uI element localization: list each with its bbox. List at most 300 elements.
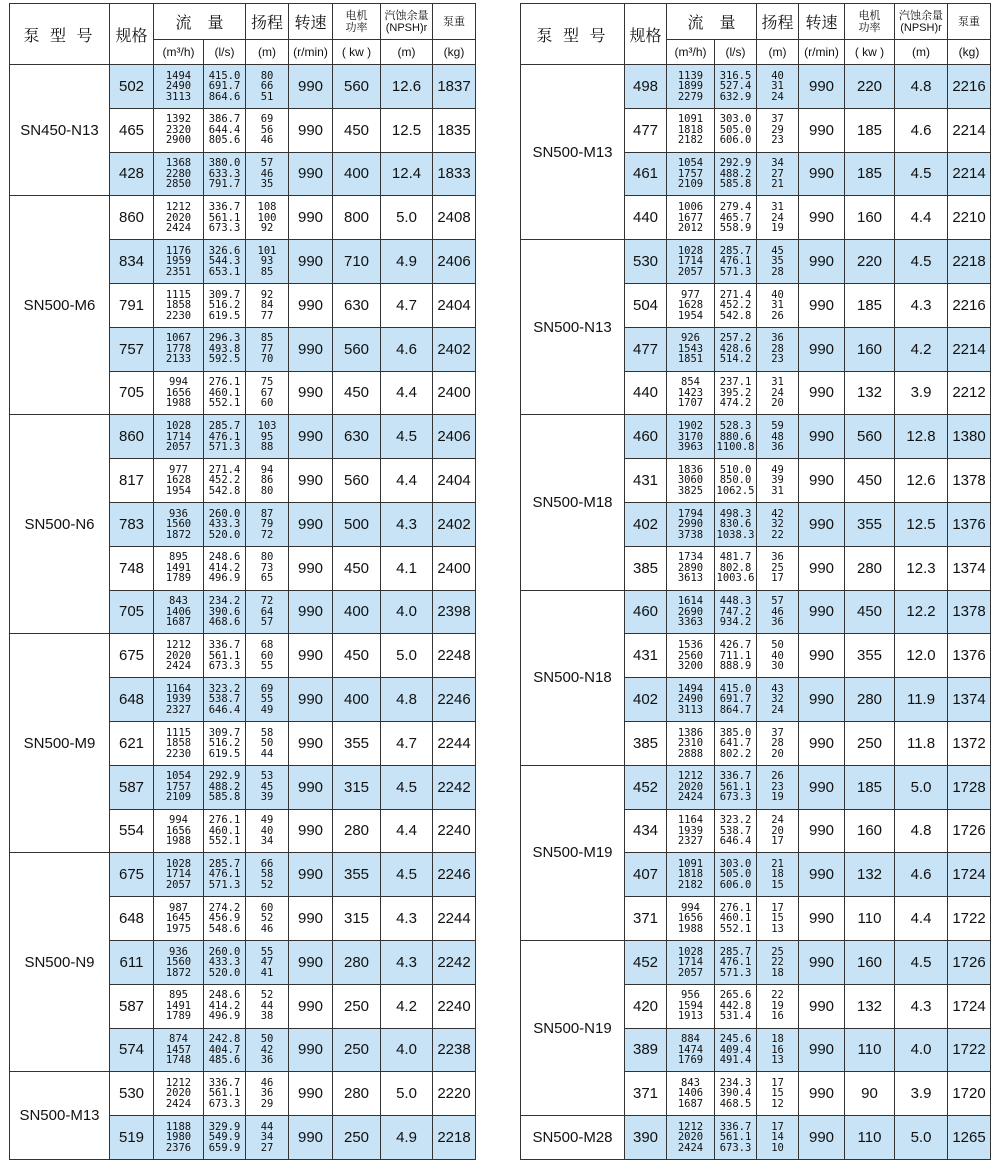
flow-m3h-value: 1872 xyxy=(165,528,192,541)
flow-m3h-value: 1386 xyxy=(677,726,704,739)
head-value: 46 xyxy=(260,922,274,935)
head-value: 10 xyxy=(771,1141,784,1154)
flow-ls-value: 303.0 xyxy=(719,113,752,126)
flow-m3h-value: 3613 xyxy=(677,572,704,585)
pump-spec-table-right xyxy=(520,3,991,1160)
weight-cell: 2400 xyxy=(433,546,476,590)
spec-cell: 465 xyxy=(110,108,154,152)
head-value: 77 xyxy=(260,342,274,355)
spec-cell: 860 xyxy=(110,415,154,459)
flow-m3h-value: 1902 xyxy=(677,420,704,433)
power-cell: 355 xyxy=(333,853,381,897)
flow-m3h-cell xyxy=(667,897,715,941)
flow-ls-cell xyxy=(204,678,246,722)
flow-ls-value: 1100.8 xyxy=(716,441,755,454)
head-cell xyxy=(246,853,289,897)
flow-m3h-value: 1913 xyxy=(677,1010,704,1023)
power-cell: 500 xyxy=(333,502,381,546)
flow-m3h-value: 1687 xyxy=(677,1097,704,1110)
flow-ls-value: 1038.3 xyxy=(716,528,755,541)
flow-m3h-value: 1794 xyxy=(677,507,704,520)
flow-m3h-value: 3963 xyxy=(677,441,704,454)
flow-m3h-cell xyxy=(667,371,715,415)
right-table-body xyxy=(521,65,991,1160)
head-value: 85 xyxy=(260,332,274,345)
header-speed: 转速 xyxy=(289,4,333,40)
flow-ls-value: 468.6 xyxy=(208,616,241,629)
spec-cell: 519 xyxy=(110,1116,154,1160)
head-value: 87 xyxy=(260,507,274,520)
head-value: 45 xyxy=(771,244,784,257)
weight-cell: 1376 xyxy=(948,502,991,546)
flow-m3h-value: 1858 xyxy=(165,737,192,750)
npsh-cell: 4.8 xyxy=(895,65,948,109)
head-value: 80 xyxy=(260,551,274,564)
flow-ls-value: 571.3 xyxy=(719,966,752,979)
head-value: 23 xyxy=(771,353,784,366)
speed-cell: 990 xyxy=(289,853,333,897)
speed-cell: 990 xyxy=(799,1028,845,1072)
spec-cell: 502 xyxy=(110,65,154,109)
flow-m3h-cell xyxy=(667,327,715,371)
spec-cell: 385 xyxy=(625,721,667,765)
table-row xyxy=(521,415,991,459)
head-cell xyxy=(246,940,289,984)
head-value: 26 xyxy=(771,309,784,322)
header-flow-unit-ls: (l/s) xyxy=(715,40,757,65)
flow-ls-value: 691.7 xyxy=(208,80,241,93)
pump-model-cell: SN500-M18 xyxy=(521,415,625,590)
head-value: 18 xyxy=(771,966,784,979)
head-value: 65 xyxy=(260,572,274,585)
flow-ls-value: 433.3 xyxy=(208,518,241,531)
head-value: 17 xyxy=(771,1076,784,1089)
head-cell xyxy=(757,590,799,634)
flow-m3h-value: 1628 xyxy=(165,474,192,487)
head-cell xyxy=(246,196,289,240)
npsh-cell: 4.0 xyxy=(895,1028,948,1072)
flow-m3h-value: 2109 xyxy=(165,791,192,804)
flow-m3h-value: 1939 xyxy=(677,824,704,837)
flow-m3h-value: 1818 xyxy=(677,123,704,136)
flow-m3h-value: 1543 xyxy=(677,342,704,355)
flow-ls-value: 485.6 xyxy=(208,1054,241,1067)
flow-m3h-value: 1858 xyxy=(165,299,192,312)
flow-ls-value: 493.8 xyxy=(208,342,241,355)
header-motor-power: 电机 功率 xyxy=(333,4,381,40)
head-cell xyxy=(757,327,799,371)
flow-m3h-value: 977 xyxy=(681,288,700,301)
flow-m3h-value: 3363 xyxy=(677,616,704,629)
spec-cell: 705 xyxy=(110,371,154,415)
spec-cell: 452 xyxy=(625,940,667,984)
flow-ls-value: 1062.5 xyxy=(716,484,755,497)
head-value: 100 xyxy=(257,211,277,224)
flow-ls-value: 498.3 xyxy=(719,507,752,520)
head-value: 44 xyxy=(260,999,274,1012)
flow-ls-value: 276.1 xyxy=(719,901,752,914)
flow-ls-value: 336.7 xyxy=(208,201,241,214)
head-value: 48 xyxy=(771,430,784,443)
weight-cell: 2216 xyxy=(948,65,991,109)
flow-ls-value: 496.9 xyxy=(208,572,241,585)
head-value: 52 xyxy=(260,912,274,925)
npsh-cell: 4.5 xyxy=(381,765,433,809)
flow-m3h-cell xyxy=(667,415,715,459)
speed-cell: 990 xyxy=(289,108,333,152)
flow-ls-value: 491.4 xyxy=(719,1054,752,1067)
flow-m3h-value: 2990 xyxy=(677,518,704,531)
pump-model-cell: SN500-N19 xyxy=(521,940,625,1115)
head-value: 24 xyxy=(771,211,784,224)
head-value: 42 xyxy=(260,1043,274,1056)
spec-cell: 371 xyxy=(625,1072,667,1116)
spec-cell: 621 xyxy=(110,721,154,765)
head-value: 36 xyxy=(771,616,784,629)
head-value: 39 xyxy=(260,791,274,804)
table-row xyxy=(521,590,991,634)
head-cell xyxy=(757,984,799,1028)
head-value: 17 xyxy=(771,1120,784,1133)
flow-ls-value: 285.7 xyxy=(208,857,241,870)
table-row xyxy=(521,765,991,809)
weight-cell: 2398 xyxy=(433,590,476,634)
flow-m3h-value: 1988 xyxy=(677,922,704,935)
flow-ls-value: 805.6 xyxy=(208,134,241,147)
head-cell xyxy=(757,415,799,459)
spec-cell: 440 xyxy=(625,196,667,240)
head-value: 13 xyxy=(771,922,784,935)
flow-m3h-value: 3113 xyxy=(677,703,704,716)
power-cell: 560 xyxy=(333,327,381,371)
flow-m3h-value: 1628 xyxy=(677,299,704,312)
flow-m3h-cell xyxy=(667,1028,715,1072)
power-cell: 220 xyxy=(845,65,895,109)
flow-m3h-value: 895 xyxy=(169,989,188,1002)
spec-cell: 385 xyxy=(625,546,667,590)
weight-cell: 2244 xyxy=(433,897,476,941)
flow-m3h-cell xyxy=(154,415,204,459)
flow-m3h-value: 2020 xyxy=(165,211,192,224)
npsh-cell: 4.3 xyxy=(381,940,433,984)
flow-ls-cell xyxy=(204,897,246,941)
head-cell xyxy=(246,1028,289,1072)
head-value: 59 xyxy=(771,420,784,433)
head-value: 46 xyxy=(260,1076,274,1089)
npsh-cell: 5.0 xyxy=(381,196,433,240)
head-value: 23 xyxy=(771,780,784,793)
head-value: 41 xyxy=(260,966,274,979)
head-value: 60 xyxy=(260,901,274,914)
head-value: 72 xyxy=(260,528,274,541)
head-value: 46 xyxy=(771,605,784,618)
head-value: 24 xyxy=(771,814,784,827)
flow-ls-value: 336.7 xyxy=(719,1120,752,1133)
head-value: 80 xyxy=(260,69,274,82)
head-value: 108 xyxy=(257,201,277,214)
flow-m3h-value: 1778 xyxy=(165,342,192,355)
flow-m3h-value: 1067 xyxy=(165,332,192,345)
head-value: 17 xyxy=(771,572,784,585)
head-value: 56 xyxy=(260,123,274,136)
flow-ls-cell xyxy=(715,897,757,941)
flow-m3h-value: 843 xyxy=(681,1076,700,1089)
head-value: 49 xyxy=(771,463,784,476)
flow-ls-value: 234.3 xyxy=(719,1076,752,1089)
power-cell: 280 xyxy=(333,809,381,853)
head-cell xyxy=(246,634,289,678)
head-value: 46 xyxy=(260,167,274,180)
flow-m3h-value: 994 xyxy=(169,814,188,827)
speed-cell: 990 xyxy=(289,415,333,459)
npsh-cell: 4.2 xyxy=(895,327,948,371)
flow-ls-value: 260.0 xyxy=(208,507,241,520)
flow-ls-value: 452.2 xyxy=(208,474,241,487)
flow-ls-value: 488.2 xyxy=(719,167,752,180)
head-value: 58 xyxy=(260,868,274,881)
flow-m3h-value: 1560 xyxy=(165,956,192,969)
flow-ls-value: 1003.6 xyxy=(716,572,755,585)
head-cell xyxy=(757,1116,799,1160)
header-model: 泵 型 号 xyxy=(10,4,110,65)
flow-m3h-cell xyxy=(667,108,715,152)
flow-ls-value: 316.5 xyxy=(719,69,752,82)
speed-cell: 990 xyxy=(799,809,845,853)
head-value: 42 xyxy=(771,507,784,520)
flow-ls-cell xyxy=(715,152,757,196)
flow-m3h-cell xyxy=(667,283,715,327)
flow-ls-cell xyxy=(204,415,246,459)
spec-cell: 817 xyxy=(110,459,154,503)
pump-model-cell: SN500-M13 xyxy=(521,65,625,240)
left-table-container xyxy=(9,3,476,1160)
head-value: 55 xyxy=(260,945,274,958)
spec-cell: 434 xyxy=(625,809,667,853)
flow-ls-cell xyxy=(715,809,757,853)
head-cell xyxy=(757,371,799,415)
header-npsh: 汽蚀余量 (NPSH)r xyxy=(381,4,433,40)
flow-ls-cell xyxy=(715,984,757,1028)
weight-cell: 2242 xyxy=(433,940,476,984)
power-cell: 90 xyxy=(845,1072,895,1116)
head-value: 20 xyxy=(771,397,784,410)
power-cell: 132 xyxy=(845,853,895,897)
npsh-cell: 12.0 xyxy=(895,634,948,678)
flow-ls-cell xyxy=(204,765,246,809)
flow-ls-value: 279.4 xyxy=(719,201,752,214)
flow-ls-value: 552.1 xyxy=(719,922,752,935)
npsh-cell: 4.5 xyxy=(381,415,433,459)
flow-m3h-cell xyxy=(154,371,204,415)
flow-ls-value: 476.1 xyxy=(719,956,752,969)
flow-ls-value: 414.2 xyxy=(208,561,241,574)
head-value: 57 xyxy=(260,157,274,170)
flow-ls-value: 864.6 xyxy=(208,90,241,103)
speed-cell: 990 xyxy=(289,283,333,327)
flow-m3h-value: 1423 xyxy=(677,386,704,399)
head-value: 51 xyxy=(260,90,274,103)
flow-ls-value: 465.7 xyxy=(719,211,752,224)
flow-ls-value: 248.6 xyxy=(208,551,241,564)
npsh-cell: 4.1 xyxy=(381,546,433,590)
head-cell xyxy=(246,809,289,853)
flow-m3h-value: 2020 xyxy=(677,1131,704,1144)
flow-m3h-value: 1734 xyxy=(677,551,704,564)
flow-ls-cell xyxy=(715,853,757,897)
flow-ls-cell xyxy=(204,283,246,327)
head-value: 53 xyxy=(260,770,274,783)
flow-ls-cell xyxy=(204,502,246,546)
weight-cell: 2404 xyxy=(433,459,476,503)
weight-cell: 2402 xyxy=(433,502,476,546)
flow-m3h-value: 1054 xyxy=(677,157,704,170)
head-value: 22 xyxy=(771,528,784,541)
flow-ls-value: 659.9 xyxy=(208,1141,241,1154)
flow-m3h-value: 1457 xyxy=(165,1043,192,1056)
npsh-cell: 4.3 xyxy=(895,283,948,327)
table-row xyxy=(10,1072,476,1116)
flow-m3h-value: 1714 xyxy=(165,868,192,881)
head-value: 72 xyxy=(260,595,274,608)
weight-cell: 2214 xyxy=(948,108,991,152)
power-cell: 185 xyxy=(845,152,895,196)
head-value: 60 xyxy=(260,397,274,410)
flow-ls-value: 711.1 xyxy=(719,649,752,662)
spec-cell: 648 xyxy=(110,678,154,722)
flow-ls-value: 265.6 xyxy=(719,989,752,1002)
head-value: 18 xyxy=(771,868,784,881)
power-cell: 450 xyxy=(333,371,381,415)
weight-cell: 2240 xyxy=(433,984,476,1028)
flow-ls-value: 285.7 xyxy=(719,244,752,257)
npsh-cell: 12.5 xyxy=(381,108,433,152)
flow-m3h-cell xyxy=(667,152,715,196)
head-value: 39 xyxy=(771,474,784,487)
speed-cell: 990 xyxy=(289,721,333,765)
header-speed-unit: (r/min) xyxy=(289,40,333,65)
head-value: 92 xyxy=(260,222,274,235)
weight-cell: 2214 xyxy=(948,152,991,196)
flow-m3h-cell xyxy=(154,897,204,941)
head-cell xyxy=(757,940,799,984)
flow-ls-value: 456.9 xyxy=(208,912,241,925)
head-value: 26 xyxy=(771,770,784,783)
spec-cell: 420 xyxy=(625,984,667,1028)
power-cell: 400 xyxy=(333,590,381,634)
power-cell: 250 xyxy=(333,1028,381,1072)
flow-ls-value: 544.3 xyxy=(208,255,241,268)
flow-ls-value: 395.2 xyxy=(719,386,752,399)
head-value: 44 xyxy=(260,747,274,760)
flow-m3h-cell xyxy=(154,1028,204,1072)
head-value: 94 xyxy=(260,463,274,476)
flow-ls-value: 571.3 xyxy=(719,265,752,278)
flow-ls-value: 561.1 xyxy=(719,1131,752,1144)
head-value: 69 xyxy=(260,682,274,695)
flow-ls-value: 460.1 xyxy=(208,824,241,837)
flow-m3h-value: 1212 xyxy=(677,770,704,783)
speed-cell: 990 xyxy=(799,897,845,941)
speed-cell: 990 xyxy=(289,590,333,634)
flow-ls-cell xyxy=(715,65,757,109)
npsh-cell: 5.0 xyxy=(895,1116,948,1160)
flow-m3h-cell xyxy=(667,546,715,590)
flow-ls-cell xyxy=(715,196,757,240)
flow-m3h-cell xyxy=(154,634,204,678)
flow-ls-value: 646.4 xyxy=(208,703,241,716)
flow-ls-value: 336.7 xyxy=(208,639,241,651)
head-cell xyxy=(246,371,289,415)
head-value: 40 xyxy=(260,824,274,837)
npsh-cell: 3.9 xyxy=(895,371,948,415)
flow-ls-value: 830.6 xyxy=(719,518,752,531)
flow-m3h-value: 1594 xyxy=(677,999,704,1012)
spec-cell: 705 xyxy=(110,590,154,634)
flow-m3h-value: 2057 xyxy=(165,441,192,454)
flow-m3h-value: 1536 xyxy=(677,639,704,651)
flow-ls-cell xyxy=(715,283,757,327)
header-head: 扬程 xyxy=(757,4,799,40)
right-table-container xyxy=(520,3,991,1160)
head-cell xyxy=(757,1028,799,1072)
pump-model-cell: SN500-M13 xyxy=(10,1072,110,1160)
flow-m3h-cell xyxy=(154,327,204,371)
weight-cell: 2210 xyxy=(948,196,991,240)
head-value: 19 xyxy=(771,791,784,804)
npsh-cell: 4.6 xyxy=(381,327,433,371)
head-value: 24 xyxy=(771,703,784,716)
flow-ls-value: 520.0 xyxy=(208,966,241,979)
flow-m3h-value: 1959 xyxy=(165,255,192,268)
flow-ls-cell xyxy=(715,502,757,546)
head-value: 20 xyxy=(771,824,784,837)
flow-m3h-value: 1707 xyxy=(677,397,704,410)
flow-ls-value: 260.0 xyxy=(208,945,241,958)
speed-cell: 990 xyxy=(289,809,333,853)
flow-m3h-value: 3200 xyxy=(677,660,704,672)
flow-ls-value: 864.7 xyxy=(719,703,752,716)
header-weight-unit: (kg) xyxy=(433,40,476,65)
flow-ls-value: 520.0 xyxy=(208,528,241,541)
weight-cell: 1378 xyxy=(948,590,991,634)
table-row xyxy=(10,853,476,897)
flow-m3h-cell xyxy=(154,240,204,284)
flow-m3h-value: 2888 xyxy=(677,747,704,760)
head-value: 17 xyxy=(771,835,784,848)
flow-m3h-value: 1757 xyxy=(677,167,704,180)
speed-cell: 990 xyxy=(289,984,333,1028)
speed-cell: 990 xyxy=(289,240,333,284)
flow-m3h-value: 1028 xyxy=(677,244,704,257)
flow-m3h-value: 956 xyxy=(681,989,700,1002)
npsh-cell: 4.3 xyxy=(381,502,433,546)
head-value: 50 xyxy=(260,737,274,750)
header-flow-unit-ls: (l/s) xyxy=(204,40,246,65)
power-cell: 315 xyxy=(333,897,381,941)
header-head: 扬程 xyxy=(246,4,289,40)
flow-ls-value: 673.3 xyxy=(719,791,752,804)
head-value: 29 xyxy=(771,123,784,136)
speed-cell: 990 xyxy=(799,240,845,284)
flow-ls-value: 460.1 xyxy=(719,912,752,925)
npsh-cell: 4.3 xyxy=(895,984,948,1028)
flow-ls-value: 632.9 xyxy=(719,90,752,103)
npsh-cell: 3.9 xyxy=(895,1072,948,1116)
head-value: 66 xyxy=(260,80,274,93)
head-value: 20 xyxy=(771,747,784,760)
head-value: 52 xyxy=(260,989,274,1002)
flow-ls-value: 505.0 xyxy=(719,123,752,136)
